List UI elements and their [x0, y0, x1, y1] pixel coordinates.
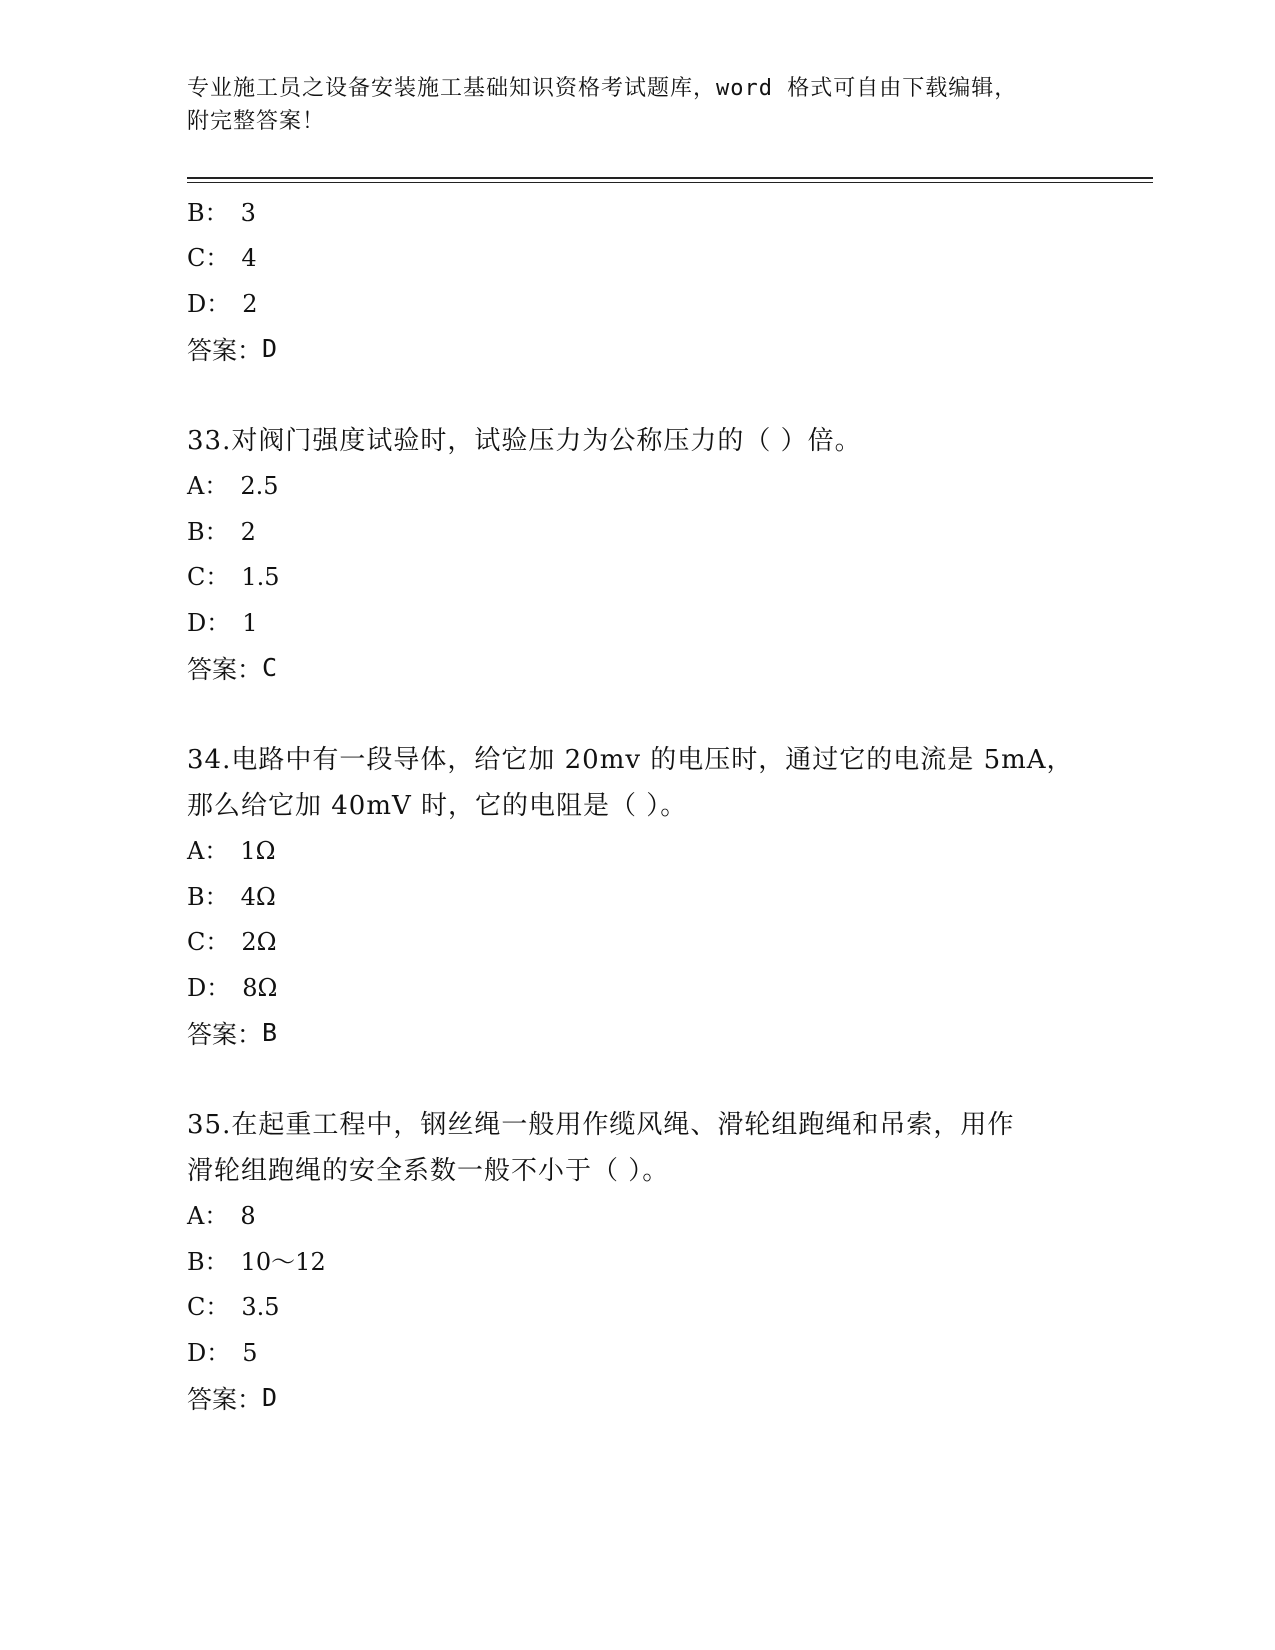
option-label: C	[187, 1293, 206, 1322]
answer-label: 答案：	[187, 654, 263, 684]
option-separator: ：	[206, 608, 231, 637]
header-line-2: 附完整答案！	[187, 109, 326, 134]
option-d	[187, 600, 1087, 646]
option-separator: ：	[204, 472, 229, 501]
question-33	[187, 418, 1087, 690]
option-label: B	[187, 198, 205, 227]
option-value: 2Ω	[241, 928, 277, 957]
option-value: 4	[241, 244, 257, 273]
option-label: C	[187, 928, 206, 957]
option-a	[187, 829, 1087, 875]
option-d	[187, 281, 1087, 327]
answer-value: C	[262, 653, 278, 682]
option-label: D	[187, 1338, 207, 1367]
option-b	[187, 874, 1087, 920]
option-c	[187, 236, 1087, 282]
question-partial	[187, 190, 1087, 371]
option-value: 2	[240, 517, 256, 546]
option-label: B	[187, 1247, 205, 1276]
option-label: B	[187, 517, 205, 546]
question-text: 35.在起重工程中，钢丝绳一般用作缆风绳、滑轮组跑绳和吊索，用作	[187, 1109, 1015, 1140]
header-divider-thin	[187, 182, 1153, 183]
answer-label: 答案：	[187, 1019, 263, 1049]
option-separator: ：	[204, 837, 229, 866]
option-b	[187, 509, 1087, 555]
option-separator: ：	[204, 198, 229, 227]
option-a	[187, 464, 1087, 510]
option-separator: ：	[206, 289, 231, 318]
option-separator: ：	[204, 882, 229, 911]
option-separator: ：	[205, 1293, 230, 1322]
option-label: C	[187, 563, 206, 592]
option-label: A	[187, 472, 205, 501]
answer-line	[187, 1011, 1087, 1055]
option-d	[187, 1330, 1087, 1376]
answer-line	[187, 1376, 1087, 1420]
option-value: 5	[242, 1338, 258, 1367]
option-value: 2	[242, 289, 258, 318]
option-value: 4Ω	[240, 882, 276, 911]
question-35	[187, 1102, 1087, 1420]
option-value: 1	[242, 608, 258, 637]
question-text: 33.对阀门强度试验时，试验压力为公称压力的（ ）倍。	[187, 425, 862, 456]
answer-value: D	[262, 334, 278, 363]
answer-label: 答案：	[187, 1384, 263, 1414]
answer-line	[187, 327, 1087, 371]
option-a	[187, 1194, 1087, 1240]
option-separator: ：	[205, 928, 230, 957]
answer-value: D	[262, 1383, 278, 1412]
option-value: 8	[240, 1202, 256, 1231]
question-34	[187, 737, 1087, 1055]
option-separator: ：	[204, 1202, 229, 1231]
option-value: 1.5	[241, 563, 280, 592]
option-c	[187, 1285, 1087, 1331]
header-divider	[187, 177, 1153, 179]
option-d	[187, 965, 1087, 1011]
option-separator: ：	[205, 244, 230, 273]
option-separator: ：	[206, 1338, 231, 1367]
option-label: A	[187, 837, 205, 866]
option-label: B	[187, 882, 205, 911]
option-label: A	[187, 1202, 205, 1231]
option-c	[187, 555, 1087, 601]
option-value: 8Ω	[242, 973, 278, 1002]
answer-label: 答案：	[187, 335, 263, 365]
option-separator: ：	[205, 563, 230, 592]
question-text-continued: 滑轮组跑绳的安全系数一般不小于（ ）。	[187, 1155, 670, 1186]
option-value: 3	[240, 198, 256, 227]
option-value: 2.5	[240, 472, 279, 501]
question-text-continued: 那么给它加 40mV 时，它的电阻是（ ）。	[187, 790, 688, 821]
option-label: D	[187, 289, 207, 318]
question-text: 34.电路中有一段导体，给它加 20mv 的电压时，通过它的电流是 5mA，	[187, 744, 1074, 775]
option-b	[187, 190, 1087, 236]
question-list	[187, 190, 1087, 1420]
option-value: 10～12	[240, 1247, 326, 1276]
option-separator: ：	[204, 1247, 229, 1276]
option-value: 1Ω	[240, 837, 276, 866]
option-c	[187, 920, 1087, 966]
option-label: C	[187, 244, 206, 273]
answer-value: B	[262, 1018, 278, 1047]
option-b	[187, 1239, 1087, 1285]
page-header	[187, 72, 1087, 138]
option-value: 3.5	[241, 1293, 280, 1322]
option-separator: ：	[204, 517, 229, 546]
option-label: D	[187, 973, 207, 1002]
option-separator: ：	[206, 973, 231, 1002]
option-label: D	[187, 608, 207, 637]
header-line-1: 专业施工员之设备安装施工基础知识资格考试题库，word 格式可自由下载编辑，	[187, 76, 1018, 101]
answer-line	[187, 646, 1087, 690]
